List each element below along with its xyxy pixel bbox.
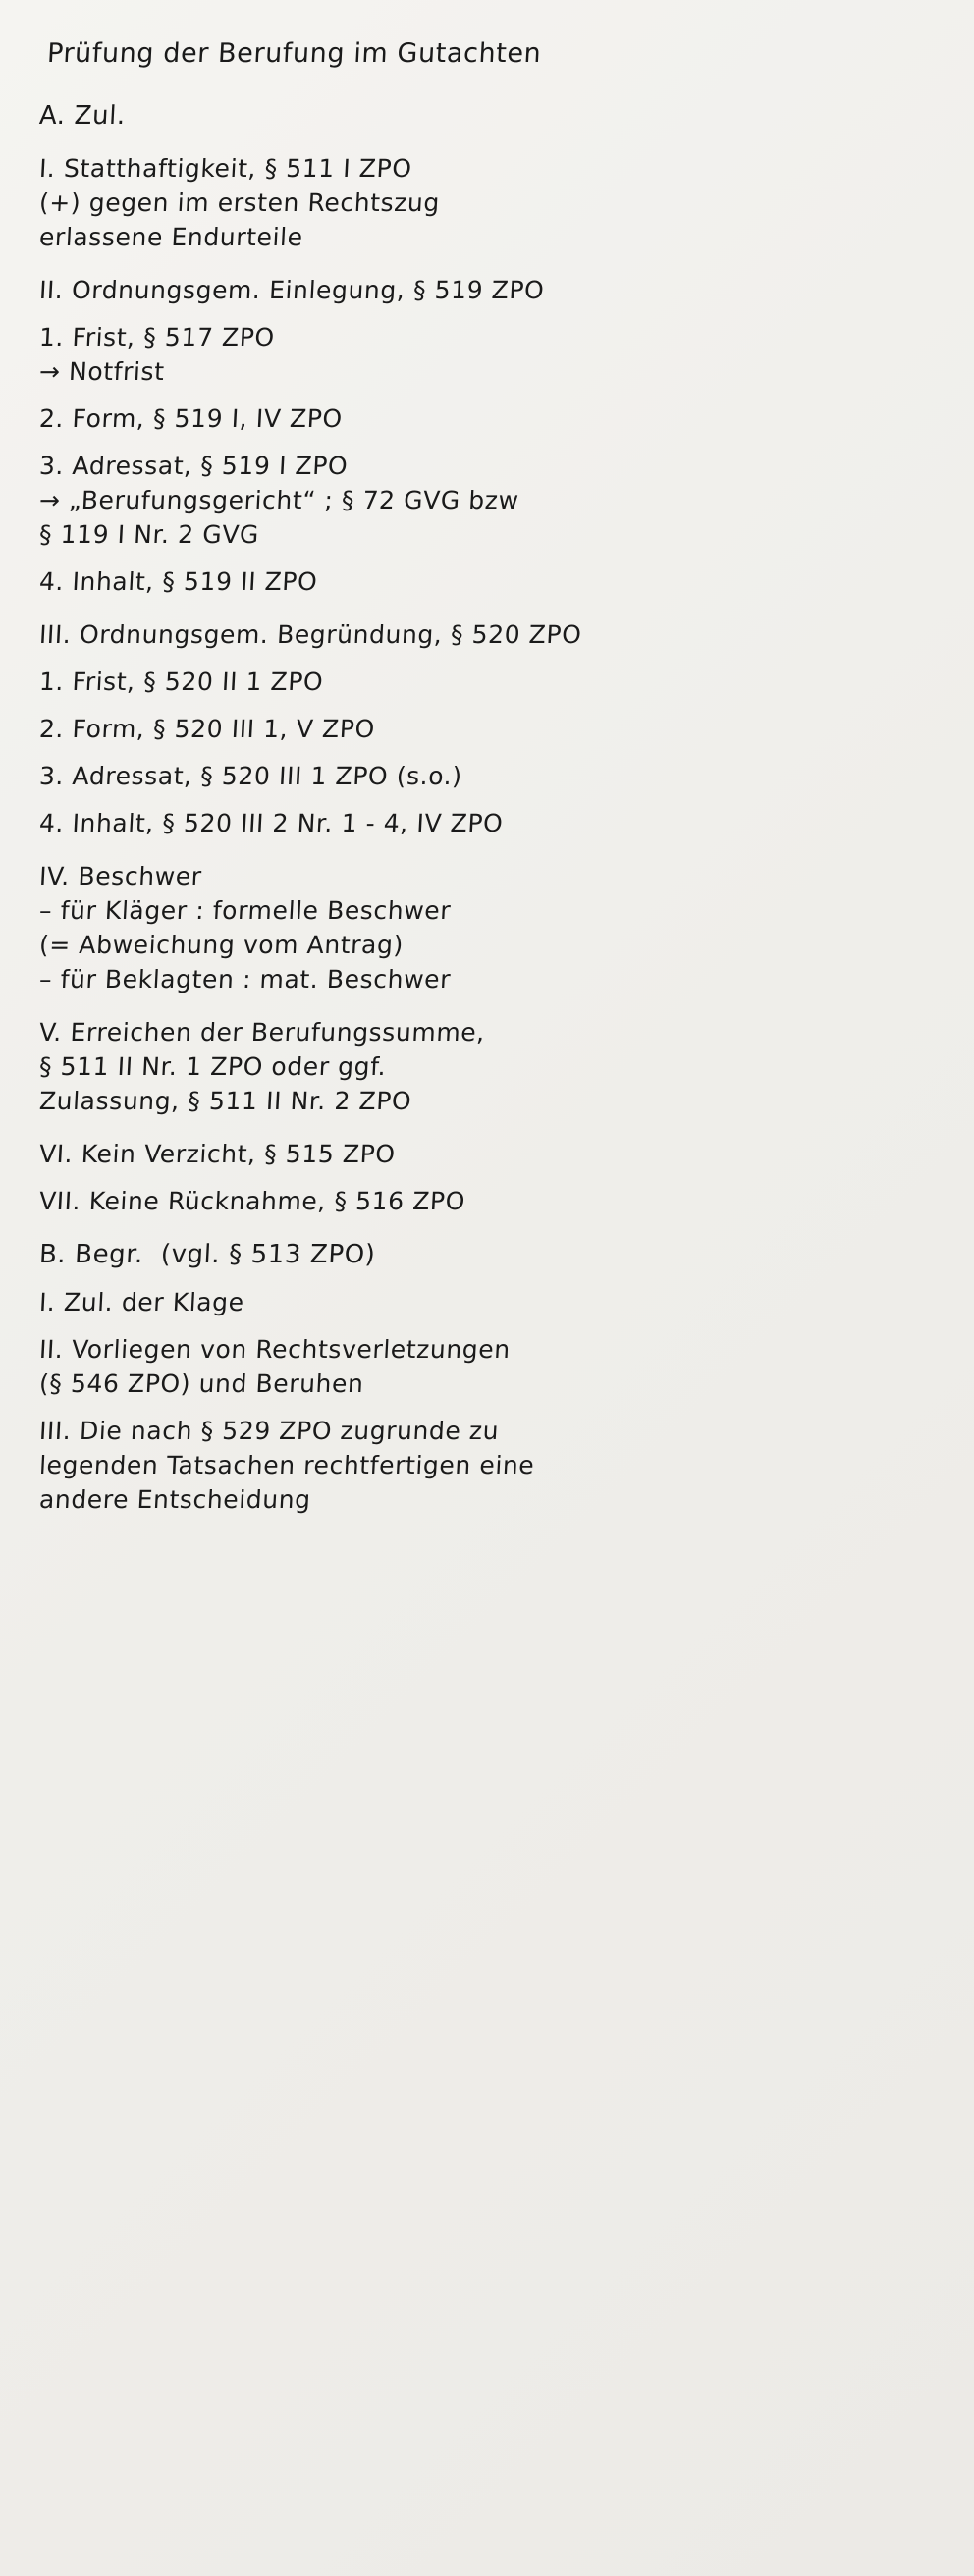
item-berufungssumme-zulassung: Zulassung, § 511 II Nr. 2 ZPO [38,1087,413,1116]
item-berufungssumme-nr1: § 511 II Nr. 1 ZPO oder ggf. [38,1052,388,1082]
item-einlegung-berufungsgericht: → „Berufungsgericht“ ; § 72 GVG bzw [38,486,520,515]
item-begruendung-adressat: 3. Adressat, § 520 III 1 ZPO (s.o.) [38,762,463,791]
item-einlegung-notfrist: → Notfrist [38,357,166,387]
item-einlegung-adressat: 3. Adressat, § 519 I ZPO [38,452,350,481]
item-einlegung-inhalt: 4. Inhalt, § 519 II ZPO [38,567,319,597]
page-title: Prüfung der Berufung im Gutachten [46,38,543,69]
item-berufungssumme: V. Erreichen der Berufungssumme, [38,1018,486,1047]
section-b [39,1241,935,1514]
section-b-heading: B. Begr. (vgl. § 513 ZPO) [38,1240,377,1270]
item-tatsachen-entscheidung: andere Entscheidung [38,1484,312,1514]
item-statthaftigkeit: I. Statthaftigkeit, § 511 I ZPO [38,154,413,184]
item-begruendung-form: 2. Form, § 520 III 1, V ZPO [38,715,376,744]
item-einlegung: II. Ordnungsgem. Einlegung, § 519 ZPO [38,276,546,305]
item-tatsachen-529: III. Die nach § 529 ZPO zugrunde zu [38,1416,500,1445]
item-zul-der-klage: I. Zul. der Klage [38,1287,245,1316]
item-tatsachen-rechtfertigen: legenden Tatsachen rechtfertigen eine [38,1450,536,1479]
item-rechtsverletzungen-beruhen: (§ 546 ZPO) und Beruhen [38,1368,365,1398]
item-statthaftigkeit-detail-2: erlassene Endurteile [38,223,304,252]
item-beschwer-klaeger: – für Kläger : formelle Beschwer [38,896,452,926]
item-begruendung: III. Ordnungsgem. Begründung, § 520 ZPO [38,620,583,650]
item-einlegung-form: 2. Form, § 519 I, IV ZPO [38,404,344,434]
item-keine-ruecknahme: VII. Keine Rücknahme, § 516 ZPO [38,1187,466,1216]
item-kein-verzicht: VI. Kein Verzicht, § 515 ZPO [38,1140,397,1169]
item-begruendung-inhalt: 4. Inhalt, § 520 III 2 Nr. 1 - 4, IV ZPO [38,809,505,838]
section-a-heading: A. Zul. [38,100,127,131]
item-statthaftigkeit-detail-1: (+) gegen im ersten Rechtszug [38,188,441,218]
item-rechtsverletzungen: II. Vorliegen von Rechtsverletzungen [38,1334,512,1364]
item-beschwer-beklagten: – für Beklagten : mat. Beschwer [38,965,452,994]
item-begruendung-frist: 1. Frist, § 520 II 1 ZPO [38,668,325,697]
item-beschwer: IV. Beschwer [38,862,203,891]
section-a [39,102,935,1216]
item-einlegung-gvg: § 119 I Nr. 2 GVG [38,520,260,550]
item-beschwer-abweichung: (= Abweichung vom Antrag) [38,931,405,960]
item-einlegung-frist: 1. Frist, § 517 ZPO [38,323,276,352]
